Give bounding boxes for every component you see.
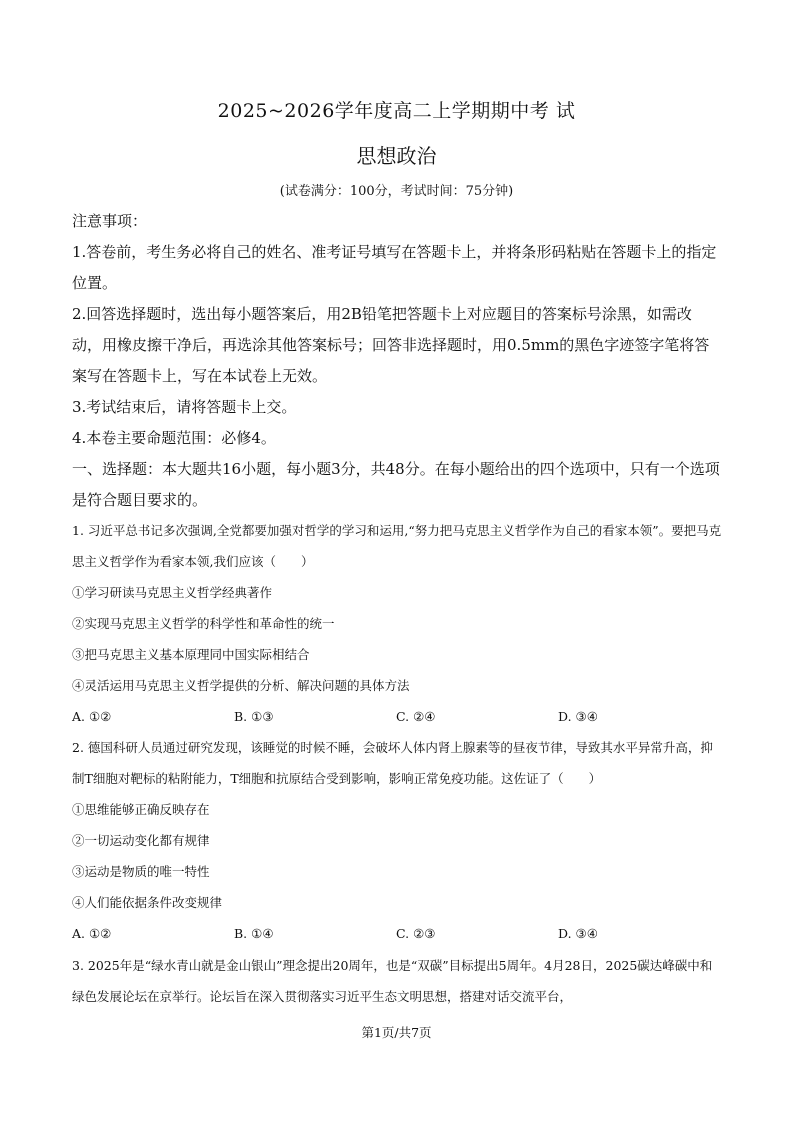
subject-title: 思想政治 [356,144,437,168]
options-row [72,918,722,949]
question-stem: 2. 德国科研人员通过研究发现，该睡觉的时候不睡，会破坏人体内肾上腺素等的昼夜节律，导致其水平异常升高，抑制T细胞对靶标的粘附能力，T细胞和抗原结合受到影响，影响正常免疫功能。这佐证了（ ） [72,740,713,786]
options-row [72,701,722,732]
option-b: B. ①③ [234,709,274,724]
exam-title: 2025~2026学年度高二上学期期中考 试 [217,100,576,122]
option-c: C. ②④ [396,709,436,724]
statement: ②实现马克思主义哲学的科学性和革命性的统一 [72,616,335,631]
statement: ①思维能够正确反映存在 [72,802,210,817]
question-stem: 1. 习近平总书记多次强调,全党都要加强对哲学的学习和运用,“努力把马克思主义哲学作为自己的看家本领”。要把马克思主义哲学作为看家本领,我们应该（ ） [72,523,722,569]
notes-item-1: 1.答卷前，考生务必将自己的姓名、准考证号填写在答题卡上，并将条形码粘贴在答题卡上的指定位置。 [72,243,717,292]
notes-item-4: 4.本卷主要命题范围：必修4。 [72,429,276,447]
notes-section [72,206,720,516]
option-a: A. ①② [72,709,112,724]
statement: ②一切运动变化都有规律 [72,833,210,848]
option-d: D. ③④ [558,709,598,724]
page-number: 第1页/共7页 [361,1025,432,1040]
option-b: B. ①④ [234,926,274,941]
statement: ④灵活运用马克思主义哲学提供的分析、解决问题的具体方法 [72,678,410,693]
notes-item-2: 2.回答选择题时，选出每小题答案后，用2B铅笔把答题卡上对应题目的答案标号涂黑，如需改动，用橡皮擦干净后，再选涂其他答案标号；回答非选择题时，用0.5mm的黑色字迹签字笔将答案写在答题卡上，写在本试卷上无效。 [72,305,710,385]
option-a: A. ①② [72,926,112,941]
section-heading: 一、选择题：本大题共16小题，每小题3分，共48分。在每小题给出的四个选项中，只有一个选项是符合题目要求的。 [72,460,720,509]
option-d: D. ③④ [558,926,598,941]
notes-heading: 注意事项： [72,212,148,230]
statement: ①学习研读马克思主义哲学经典著作 [72,585,273,600]
question-3 [72,950,722,1012]
question-2 [72,732,722,949]
question-1 [72,515,722,732]
exam-meta: (试卷满分：100分，考试时间：75分钟) [279,184,514,199]
statement: ③把马克思主义基本原理同中国实际相结合 [72,647,310,662]
question-stem: 3. 2025年是“绿水青山就是金山银山”理念提出20周年，也是“双碳”目标提出5周年。4月28日，2025碳达峰碳中和绿色发展论坛在京举行。论坛旨在深入贯彻落实习近平生态文明思想，搭建对话交流平台， [72,958,713,1004]
notes-item-3: 3.考试结束后，请将答题卡上交。 [72,398,297,416]
option-c: C. ②③ [396,926,436,941]
statement: ③运动是物质的唯一特性 [72,864,210,879]
statement: ④人们能依据条件改变规律 [72,895,223,910]
